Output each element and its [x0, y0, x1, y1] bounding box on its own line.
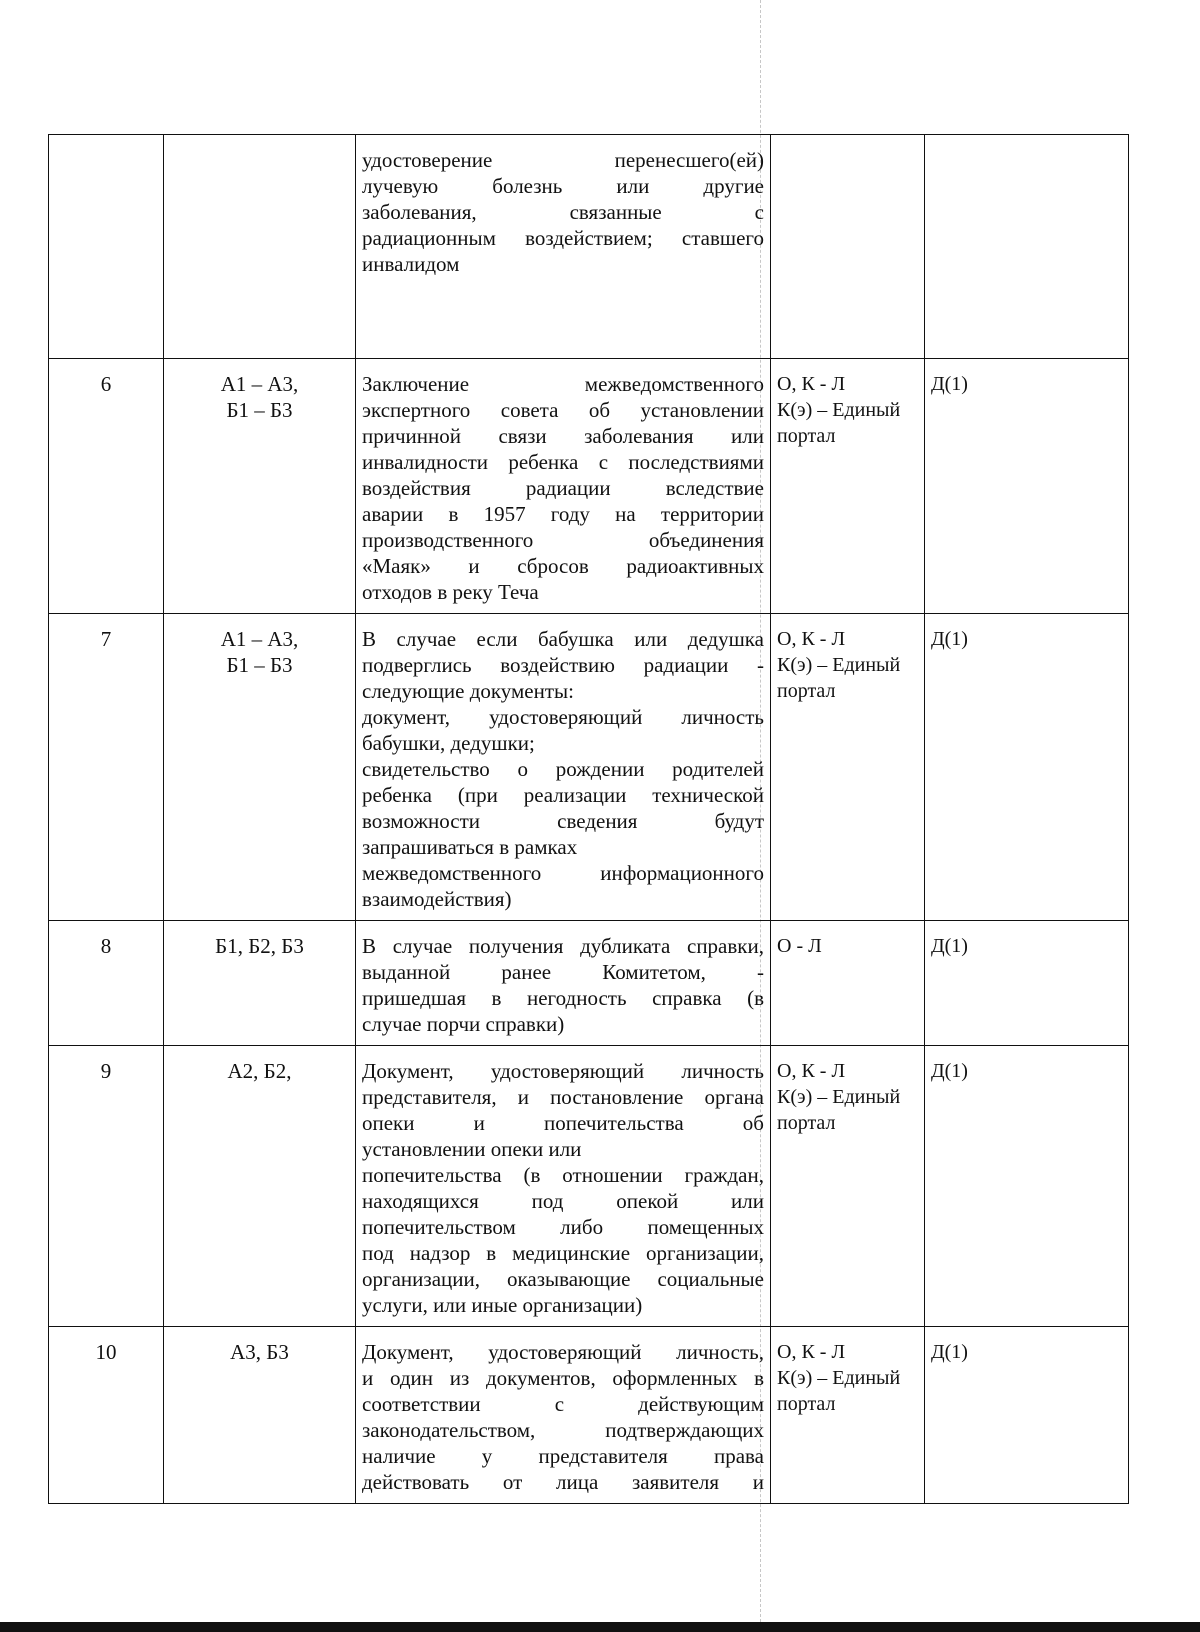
document-text-line: выданной ранее Комитетом, - — [362, 960, 764, 984]
row-number: 7 — [100, 627, 112, 651]
note-code: Д(1) — [931, 935, 968, 957]
document-text-line: организации, оказывающие социальные — [362, 1267, 764, 1291]
table-row — [49, 135, 1129, 359]
document-text-line: попечительством либо помещенных — [362, 1215, 764, 1239]
submission-form-cell — [771, 1327, 925, 1504]
document-text-line: попечительства (в отношении граждан, — [362, 1163, 764, 1187]
document-text-line: Заключение межведомственного — [362, 372, 764, 396]
document-text-line: свидетельство о рождении родителей — [362, 757, 764, 781]
document-text-line: воздействия радиации вследствие — [362, 476, 764, 500]
documents-table — [48, 134, 1129, 1504]
document-text-line: отходов в реку Теча — [362, 580, 539, 604]
submission-form-cell — [771, 614, 925, 921]
document-description-cell — [356, 1327, 771, 1504]
submission-form-line: портал — [777, 1112, 836, 1134]
note-cell — [925, 1327, 1129, 1504]
document-text-line: подверглись воздействию радиации - — [362, 653, 764, 677]
document-text-line: наличие у представителя права — [362, 1444, 764, 1468]
submission-form-cell — [771, 135, 925, 359]
submission-form-line: О, К - Л — [777, 1060, 846, 1082]
document-description-cell — [356, 1046, 771, 1327]
submission-form-line: К(э) – Единый — [777, 654, 901, 676]
document-description-cell — [356, 614, 771, 921]
document-text-line: взаимодействия) — [362, 887, 512, 911]
submission-form-cell — [771, 359, 925, 614]
note-cell — [925, 1046, 1129, 1327]
row-number: 8 — [100, 934, 112, 958]
document-text-line: и один из документов, оформленных в — [362, 1366, 764, 1390]
document-text-line: пришедшая в негодность справка (в — [362, 986, 764, 1010]
applicant-groups-cell — [164, 921, 356, 1046]
document-text-line: возможности сведения будут — [362, 809, 764, 833]
document-text-line: законодательством, подтверждающих — [362, 1418, 764, 1442]
applicant-group-line: А1 – А3, — [220, 627, 299, 651]
note-code: Д(1) — [931, 1341, 968, 1363]
row-number-cell — [49, 614, 164, 921]
submission-form-line: К(э) – Единый — [777, 1367, 901, 1389]
row-number: 9 — [100, 1059, 112, 1083]
submission-form-line: портал — [777, 1393, 836, 1415]
document-text-line: инвалидом — [362, 252, 460, 276]
document-description-cell — [356, 921, 771, 1046]
note-cell — [925, 135, 1129, 359]
table-row — [49, 1327, 1129, 1504]
document-text-line: производственного объединения — [362, 528, 764, 552]
applicant-groups-cell — [164, 1046, 356, 1327]
document-text-line: документ, удостоверяющий личность — [362, 705, 764, 729]
document-text-line: лучевую болезнь или другие — [362, 174, 764, 198]
document-text-line: представителя, и постановление органа — [362, 1085, 764, 1109]
row-number: 10 — [95, 1340, 117, 1364]
document-text-line: соответствии с действующим — [362, 1392, 764, 1416]
row-number-cell — [49, 359, 164, 614]
document-text-line: В случае если бабушка или дедушка — [362, 627, 764, 651]
submission-form-line: портал — [777, 680, 836, 702]
document-text-line: межведомственного информационного — [362, 861, 764, 885]
document-text-line: услуги, или иные организации) — [362, 1293, 643, 1317]
document-text-line: причинной связи заболевания или — [362, 424, 764, 448]
applicant-groups-cell — [164, 359, 356, 614]
row-number: 6 — [100, 372, 112, 396]
submission-form-line: О, К - Л — [777, 1341, 846, 1363]
document-text-line: случае порчи справки) — [362, 1012, 565, 1036]
document-text-line: удостоверение перенесшего(ей) — [362, 148, 764, 172]
document-text-line: под надзор в медицинские организации, — [362, 1241, 764, 1265]
submission-form-cell — [771, 921, 925, 1046]
submission-form-line: портал — [777, 425, 836, 447]
document-text-line: запрашиваться в рамках — [362, 835, 578, 859]
document-text-line: радиационным воздействием; ставшего — [362, 226, 764, 250]
row-number-cell — [49, 135, 164, 359]
document-text-line: аварии в 1957 году на территории — [362, 502, 764, 526]
applicant-group-line: А2, Б2, — [227, 1059, 292, 1083]
scan-bottom-edge — [0, 1622, 1200, 1632]
submission-form-cell — [771, 1046, 925, 1327]
note-code: Д(1) — [931, 1060, 968, 1082]
submission-form-line: О - Л — [777, 935, 822, 957]
row-number-cell — [49, 1327, 164, 1504]
note-code: Д(1) — [931, 373, 968, 395]
submission-form-line: К(э) – Единый — [777, 399, 901, 421]
document-text-line: действовать от лица заявителя и — [362, 1470, 764, 1494]
document-text-line: В случае получения дубликата справки, — [362, 934, 764, 958]
table-row — [49, 614, 1129, 921]
document-text-line: установлении опеки или — [362, 1137, 582, 1161]
document-text-line: бабушки, дедушки; — [362, 731, 535, 755]
document-text-line: Документ, удостоверяющий личность — [362, 1059, 764, 1083]
document-text-line: заболевания, связанные с — [362, 200, 764, 224]
applicant-group-line: Б1 – Б3 — [226, 653, 293, 677]
document-text-line: ребенка (при реализации технической — [362, 783, 764, 807]
document-text-line: опеки и попечительства об — [362, 1111, 764, 1135]
document-text-line: «Маяк» и сбросов радиоактивных — [362, 554, 764, 578]
document-text-line: Документ, удостоверяющий личность, — [362, 1340, 764, 1364]
note-cell — [925, 614, 1129, 921]
submission-form-line: О, К - Л — [777, 373, 846, 395]
document-description-cell — [356, 135, 771, 359]
note-code: Д(1) — [931, 628, 968, 650]
applicant-groups-cell — [164, 135, 356, 359]
note-cell — [925, 921, 1129, 1046]
applicant-group-line: Б1, Б2, Б3 — [215, 934, 304, 958]
applicant-group-line: А3, Б3 — [230, 1340, 289, 1364]
note-cell — [925, 359, 1129, 614]
submission-form-line: О, К - Л — [777, 628, 846, 650]
submission-form-line: К(э) – Единый — [777, 1086, 901, 1108]
table-row — [49, 359, 1129, 614]
row-number-cell — [49, 1046, 164, 1327]
applicant-groups-cell — [164, 1327, 356, 1504]
applicant-group-line: А1 – А3, — [220, 372, 299, 396]
document-description-cell — [356, 359, 771, 614]
document-text-line: находящихся под опекой или — [362, 1189, 764, 1213]
document-text-line: экспертного совета об установлении — [362, 398, 764, 422]
table-row — [49, 1046, 1129, 1327]
document-text-line: следующие документы: — [362, 679, 574, 703]
applicant-groups-cell — [164, 614, 356, 921]
row-number-cell — [49, 921, 164, 1046]
table-row — [49, 921, 1129, 1046]
applicant-group-line: Б1 – Б3 — [226, 398, 293, 422]
document-text-line: инвалидности ребенка с последствиями — [362, 450, 764, 474]
